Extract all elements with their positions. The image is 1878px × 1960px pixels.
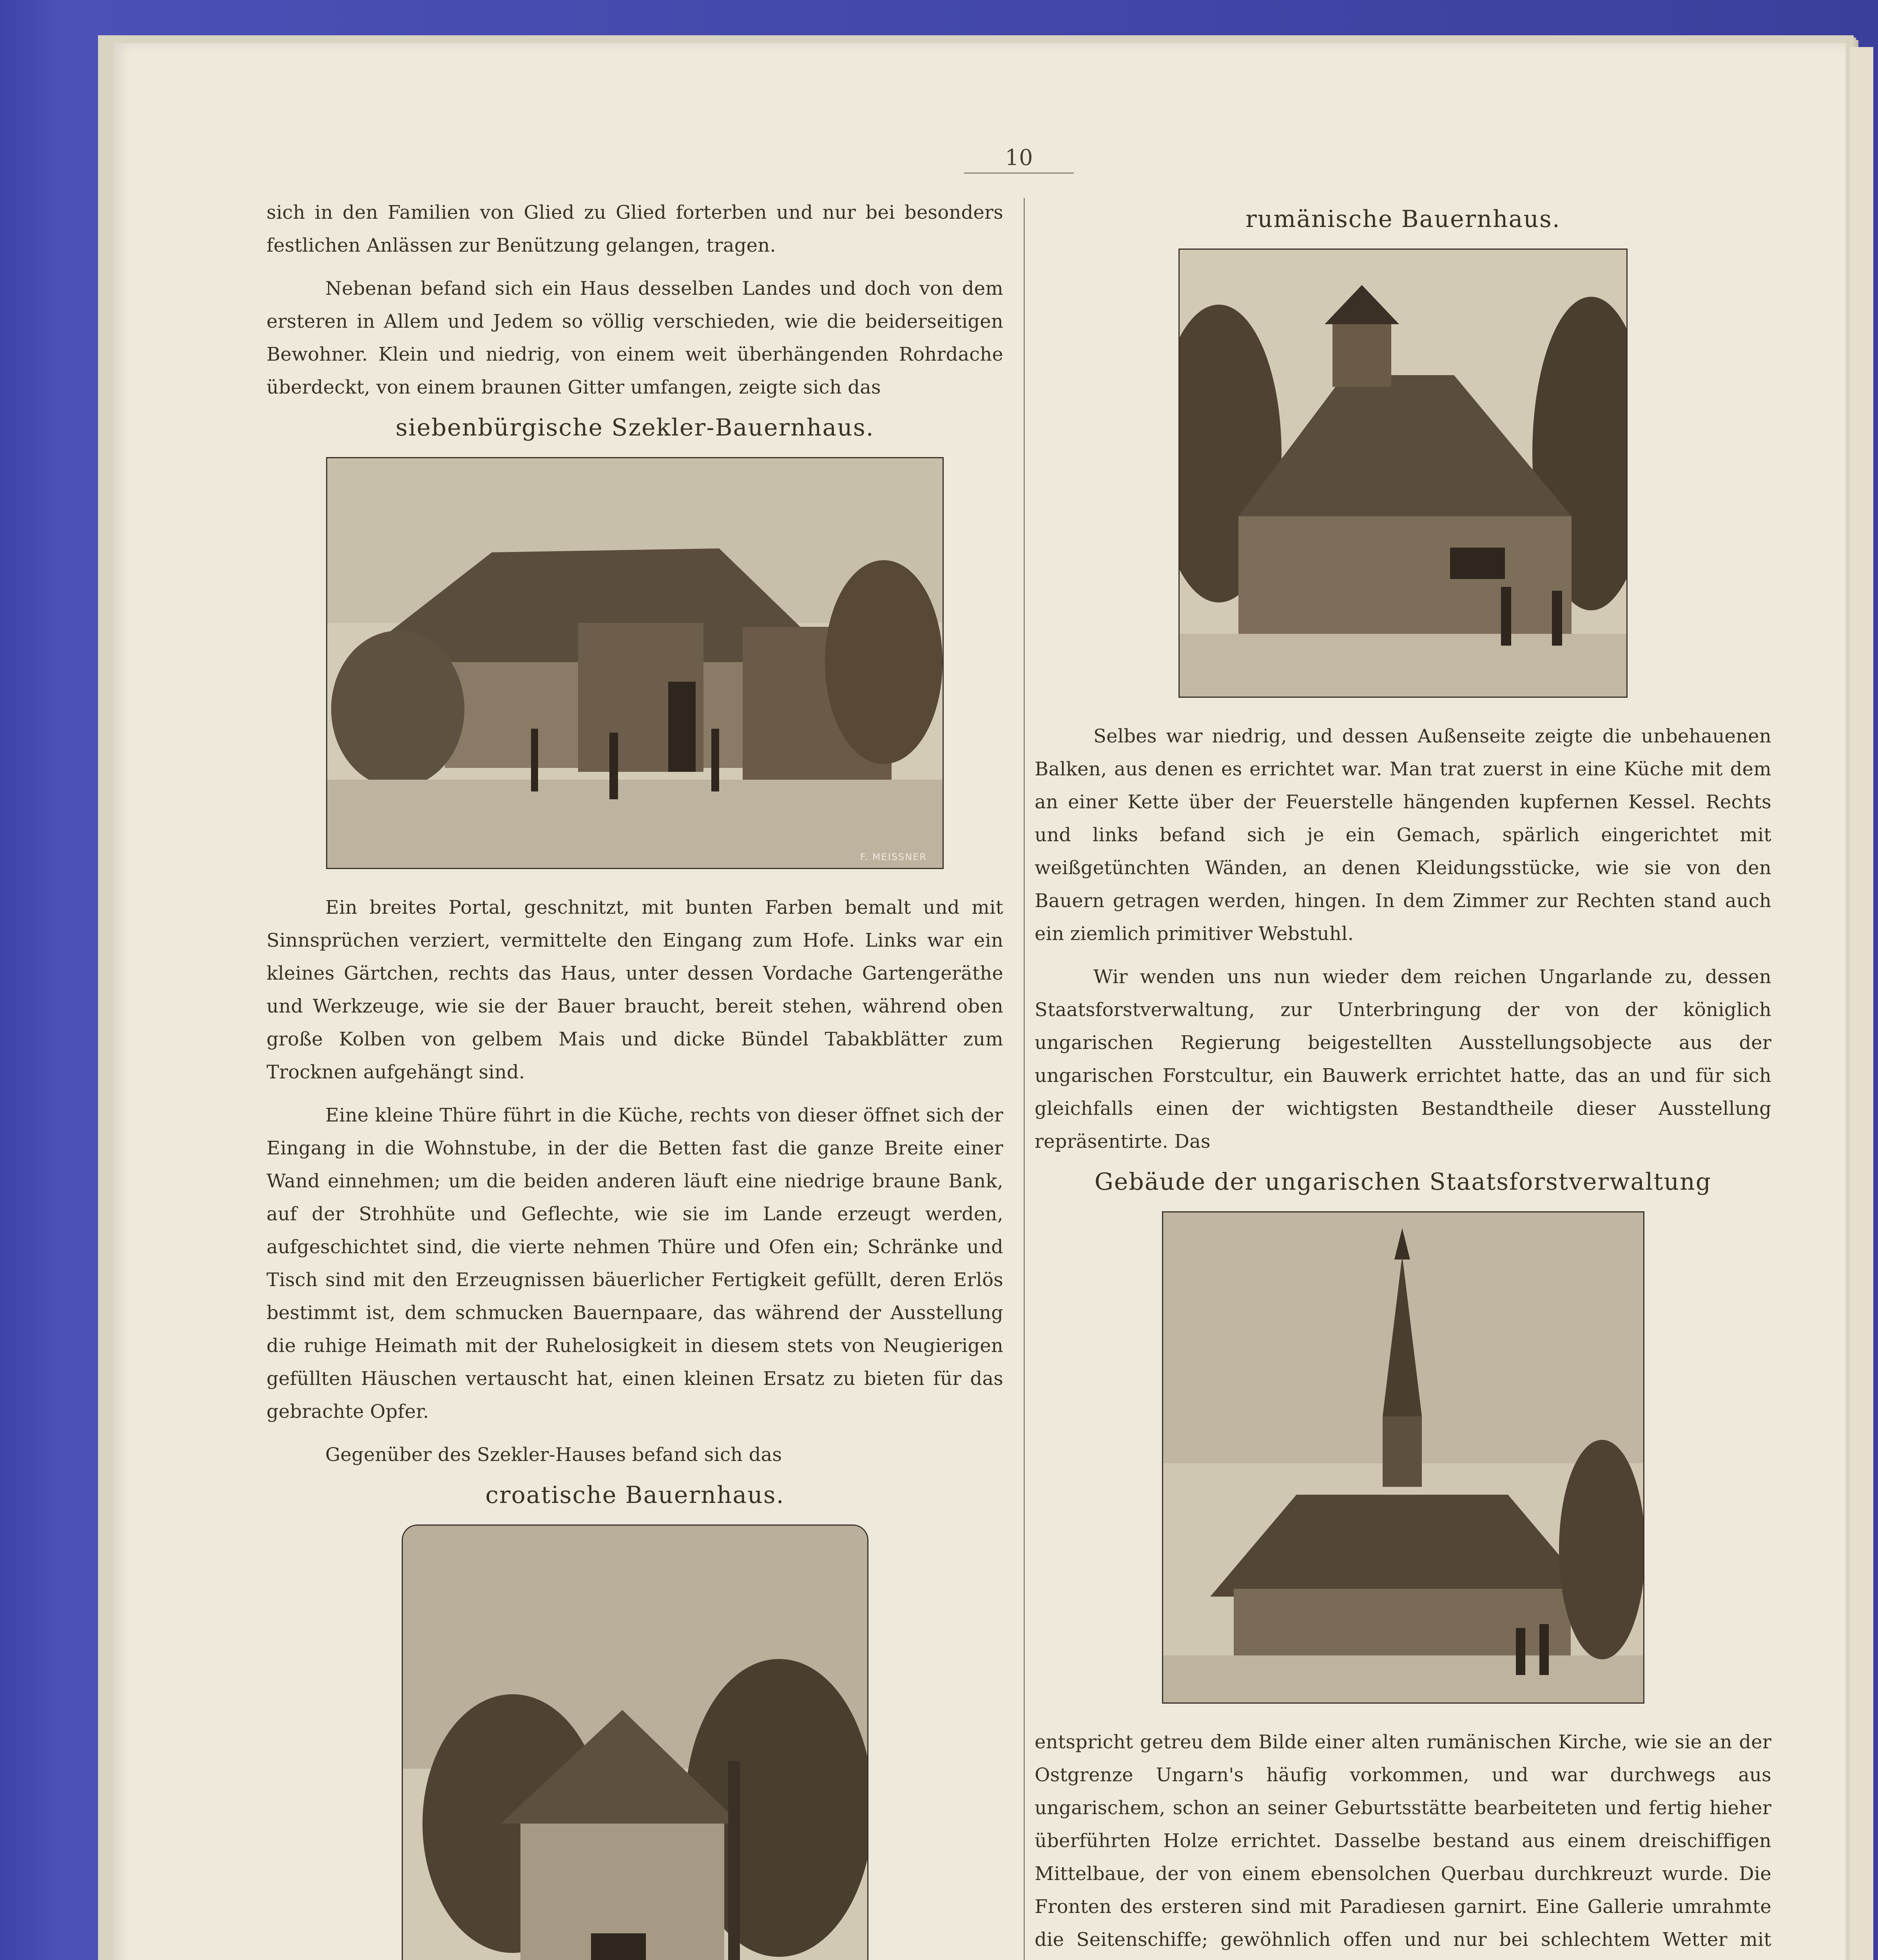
page-number: 10 [1005,145,1033,171]
illustration-szekler-house [326,457,944,869]
illustration-croatian-house [402,1524,868,1960]
engraver-signature: F. MEISSNER [860,851,927,862]
illustration-forestry-building [1162,1211,1644,1704]
facing-page-edge [1850,47,1873,1960]
left-column [266,196,1003,1960]
paragraph: Ein breites Portal, geschnitzt, mit bunten Farben bemalt und mit Sinnsprüchen verziert, vermittelte den Eingang zum Hofe. Links war ein kleines Gärtchen, rechts das Haus, unter dessen Vordache Gartengeräthe und Werkzeuge, wie sie der Bauer braucht, bereit stehen, während oben große Kolben von gelbem Mais und dicke Bündel Tabakblätter zum Trocknen aufgehängt sind. [266,897,1003,1083]
paragraph: Selbes war niedrig, und dessen Außenseite zeigte die unbehauenen Balken, aus denen es errichtet war. Man trat zuerst in eine Küche mit dem an einer Kette über der Feuerstelle hängenden kupfernen Kessel. Rechts und links befand sich je ein Gemach, spärlich eingerichtet mit weißgetünchten Wänden, an denen Kleidungsstücke, wie sie von den Bauern getragen werden, hingen. In dem Zimmer zur Rechten stand auch ein ziemlich primitiver Webstuhl. [1035,725,1771,945]
section-heading: croatische Bauernhaus. [485,1481,785,1509]
page-number-rule [964,172,1074,174]
section-heading: siebenbürgische Szekler-Bauernhaus. [395,414,874,441]
croatian-house-engraving [403,1526,867,1960]
paragraph: Wir wenden uns nun wieder dem reichen Ungarlande zu, dessen Staatsforstverwaltung, zur Unterbringung der von der königlich ungarischen Regierung beigestellten Ausstellungsobjecte aus der ungarischen Forstcultur, ein Bauwerk errichtet hatte, das an und für sich gleichfalls einen der wichtigsten Bestandtheile dieser Ausstellung repräsentirte. Das [1035,966,1771,1152]
paragraph: Gegenüber des Szekler-Hauses befand sich das [325,1444,782,1466]
section-heading: rumänische Bauernhaus. [1245,205,1561,233]
paragraph: sich in den Familien von Glied zu Glied forterben und nur bei besonders festlichen Anlässen zur Benützung gelangen, tragen. [266,201,1003,256]
section-heading: Gebäude der ungarischen Staatsforstverwaltung [1094,1168,1712,1196]
szekler-house-engraving [327,458,943,868]
illustration-romanian-house [1178,249,1628,698]
paragraph: Eine kleine Thüre führt in die Küche, rechts von dieser öffnet sich der Eingang in die Wohnstube, in der die Betten fast die ganze Breite einer Wand einnehmen; um die beiden anderen läuft eine niedrige braune Bank, auf der Strohhüte und Geflechte, wie sie im Lande erzeugt werden, aufgeschichtet sind, die vierte nehmen Thüre und Ofen ein; Schränke und Tisch sind mit den Erzeugnissen bäuerlicher Fertigkeit gefüllt, deren Erlös bestimmt ist, dem schmucken Bauernpaare, das während der Ausstellung die ruhige Heimath mit der Ruhelosigkeit in diesem stets von Neugierigen gefüllten Häuschen vertauscht hat, einen kleinen Ersatz zu bieten für das gebrachte Opfer. [266,1104,1003,1423]
right-column [1035,196,1771,1960]
paragraph: entspricht getreu dem Bilde einer alten rumänischen Kirche, wie sie an der Ostgrenze Ungarn's häufig vorkommen, und war durchwegs aus ungarischem, schon an seiner Geburtsstätte bearbeiteten und fertig hieher überführten Holze errichtet. Dasselbe bestand aus einem dreischiffigen Mittelbaue, der von einem ebensolchen Querbau durchkreuzt wurde. Die Fronten des ersteren sind mit Paradiesen garnirt. Eine Gallerie umrahmte die Seitenschiffe; gewöhnlich offen und nur bei schlechtem Wetter mit [1035,1731,1771,1951]
column-divider [1024,198,1025,1960]
romanian-house-engraving [1180,250,1626,697]
forestry-building-engraving [1163,1212,1643,1702]
paragraph: Nebenan befand sich ein Haus desselben Landes und doch von dem ersteren in Allem und Jedem so völlig verschieden, wie die beiderseitigen Bewohner. Klein und niedrig, von einem weit überhängenden Rohrdache überdeckt, von einem braunen Gitter umfangen, zeigte sich das [266,278,1003,398]
